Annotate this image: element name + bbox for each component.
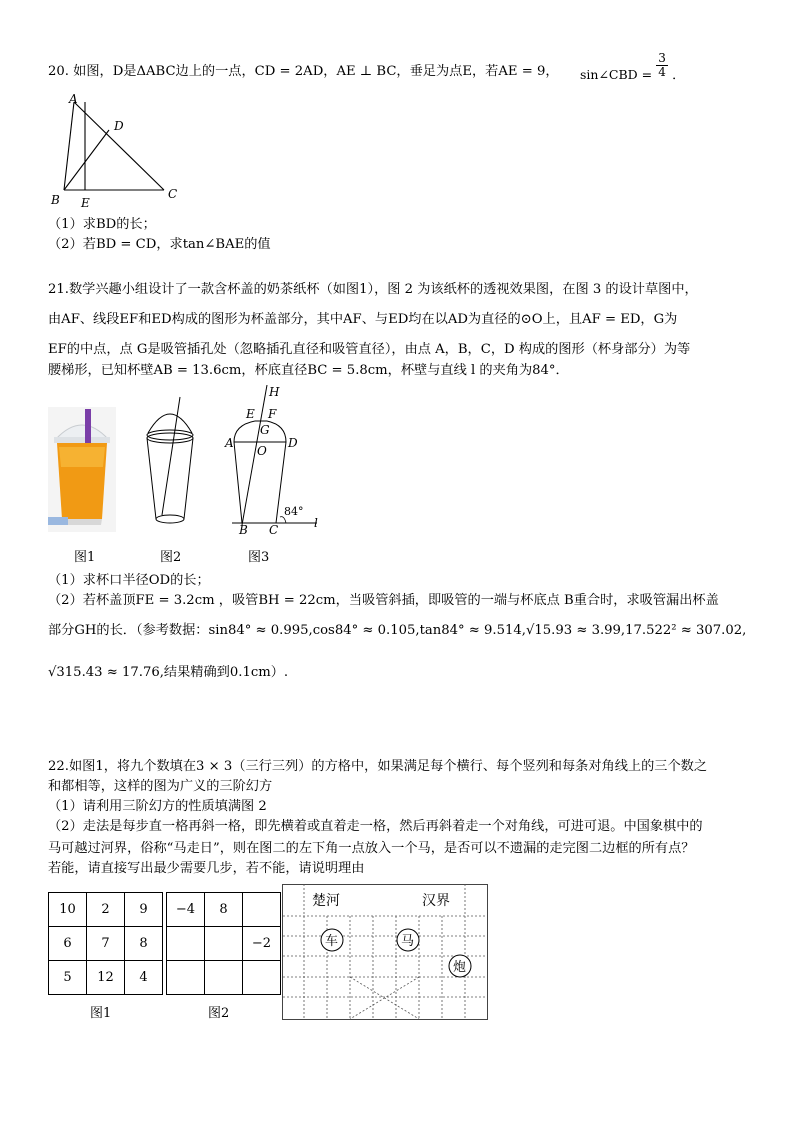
label-B: B bbox=[51, 193, 60, 207]
q21-line1: 21.数学兴趣小组设计了一款含杯盖的奶茶纸杯（如图1），图 2 为该纸杯的透视效果图，在图 3 的设计草图中， bbox=[48, 282, 698, 297]
cell: 8 bbox=[125, 927, 163, 961]
cell: 2 bbox=[87, 893, 125, 927]
cell bbox=[205, 961, 243, 995]
table-row bbox=[49, 927, 163, 961]
label-E3: E bbox=[246, 407, 255, 421]
q21-part1: （1）求杯口半径OD的长； bbox=[48, 573, 210, 588]
piece-ma: 马 bbox=[401, 934, 415, 949]
label-F: F bbox=[268, 407, 277, 421]
q22-part2b: 马可越过河界，俗称“马走日”，则在图二的左下角一点放入一个马，是否可以不遗漏的走完图二边框的所有点？ bbox=[48, 841, 695, 856]
q22-line2: 和都相等，这样的图为广义的三阶幻方 bbox=[48, 779, 273, 794]
q21-part2: （2）若杯盖顶FE = 3.2cm ，吸管BH = 22cm，当吸管斜插，即吸管的一端与杯底点 B重合时，求吸管漏出杯盖 bbox=[48, 593, 719, 608]
cell: 5 bbox=[49, 961, 87, 995]
label-H: H bbox=[269, 385, 280, 399]
cell: −2 bbox=[243, 927, 281, 961]
sin-label: sin∠CBD = bbox=[580, 67, 653, 82]
label-D: D bbox=[114, 119, 124, 133]
q20-triangle-figure bbox=[46, 92, 186, 214]
milk-tea-cup-image bbox=[48, 407, 116, 532]
cell bbox=[243, 961, 281, 995]
cell: 8 bbox=[205, 893, 243, 927]
cell: 7 bbox=[87, 927, 125, 961]
magic-square-fig2 bbox=[166, 892, 281, 995]
q21-line4: 腰梯形，已知杯壁AB = 13.6cm，杯底直径BC = 5.8cm，杯壁与直线 l 的夹角为84°． bbox=[48, 363, 569, 378]
cell: −4 bbox=[167, 893, 205, 927]
q20-text: 20. 如图，D是ΔABC边上的一点，CD = 2AD，AE ⊥ BC，垂足为点E，若AE = 9， bbox=[48, 64, 559, 79]
river-label-hanjie: 汉界 bbox=[422, 893, 450, 909]
q22-part2c: 若能，请直接写出最少需要几步，若不能，请说明理由 bbox=[48, 861, 365, 876]
cell: 4 bbox=[125, 961, 163, 995]
label-C: C bbox=[168, 187, 178, 201]
q20-end: ． bbox=[672, 68, 686, 83]
caption-fig2: 图2 bbox=[160, 550, 182, 565]
q20-part2: （2）若BD = CD，求tan∠BAE的值 bbox=[48, 237, 271, 252]
caption-fig1: 图1 bbox=[74, 550, 96, 565]
cell: 6 bbox=[49, 927, 87, 961]
chinese-chess-board bbox=[282, 884, 488, 1020]
piece-pao: 炮 bbox=[453, 960, 467, 975]
label-A3: A bbox=[225, 436, 234, 450]
q21-line2: 由AF、线段EF和ED构成的图形为杯盖部分，其中AF、与ED均在以AD为直径的⊙O上，且AF = ED，G为 bbox=[48, 312, 678, 327]
q22-line1: 22.如图1，将九个数填在3 × 3（三行三列）的方格中，如果满足每个横行、每个竖列和每条对角线上的三个数之 bbox=[48, 759, 708, 774]
table-row bbox=[49, 961, 163, 995]
caption-square1: 图1 bbox=[90, 1006, 112, 1021]
label-A: A bbox=[69, 92, 78, 106]
milk-tea-photo bbox=[48, 407, 116, 532]
piece-che: 车 bbox=[325, 934, 339, 949]
cell: 12 bbox=[87, 961, 125, 995]
design-sketch-figure bbox=[222, 385, 332, 535]
q21-part2c: √315.43 ≈ 17.76,结果精确到0.1cm）. bbox=[48, 665, 289, 680]
label-D3: D bbox=[288, 436, 298, 450]
label-C3: C bbox=[269, 523, 279, 535]
sin-fraction bbox=[656, 52, 668, 79]
table-row bbox=[167, 927, 281, 961]
sin-numerator: 3 bbox=[658, 51, 666, 65]
cell bbox=[243, 893, 281, 927]
q20-sin-expr bbox=[580, 51, 686, 83]
table-row bbox=[167, 961, 281, 995]
q21-line3: EF的中点，点 G是吸管插孔处（忽略插孔直径和吸管直径），由点 A，B，C，D 构成的图形（杯身部分）为等 bbox=[48, 342, 691, 357]
q20-line1 bbox=[48, 63, 559, 81]
cell: 10 bbox=[49, 893, 87, 927]
sin-denominator: 4 bbox=[658, 65, 666, 79]
magic-square-fig1 bbox=[48, 892, 163, 995]
q22-part1: （1）请利用三阶幻方的性质填满图 2 bbox=[48, 799, 267, 814]
label-B3: B bbox=[239, 523, 248, 535]
label-angle: 84° bbox=[284, 505, 304, 518]
cup-perspective-figure bbox=[140, 395, 200, 530]
caption-square2: 图2 bbox=[208, 1006, 230, 1021]
label-E: E bbox=[81, 196, 90, 210]
q22-part2: （2）走法是每步直一格再斜一格，即先横着或直着走一格，然后再斜着走一个对角线，可进可退。中国象棋中的 bbox=[48, 819, 703, 834]
cell bbox=[167, 927, 205, 961]
cell: 9 bbox=[125, 893, 163, 927]
label-G: G bbox=[260, 423, 270, 437]
river-label-chuhe: 楚河 bbox=[312, 893, 340, 909]
caption-fig3: 图3 bbox=[248, 550, 270, 565]
cell bbox=[205, 927, 243, 961]
label-l: l bbox=[314, 516, 318, 530]
cell bbox=[167, 961, 205, 995]
label-O: O bbox=[257, 444, 267, 458]
q21-part2b: 部分GH的长．（参考数据：sin84° ≈ 0.995,cos84° ≈ 0.105,tan84° ≈ 9.514,√15.93 ≈ 3.99,17.522² ≈ 307.02, bbox=[48, 623, 747, 638]
table-row bbox=[49, 893, 163, 927]
table-row bbox=[167, 893, 281, 927]
q20-part1: （1）求BD的长； bbox=[48, 217, 156, 232]
